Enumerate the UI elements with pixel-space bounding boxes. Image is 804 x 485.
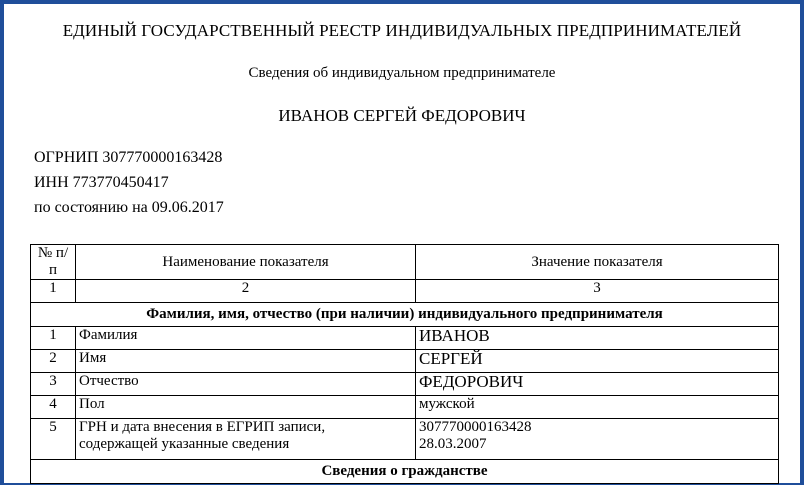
inn-line: ИНН 773770450417 — [34, 174, 169, 191]
column-header-value: Значение показателя — [416, 245, 779, 280]
table-row — [31, 396, 779, 419]
registry-table — [30, 244, 779, 484]
column-number-3: 3 — [416, 280, 779, 303]
indicator-name: Пол — [76, 396, 416, 419]
grn-number: 307770000163428 — [419, 419, 532, 435]
indicator-name — [76, 419, 416, 460]
indicator-value: ИВАНОВ — [416, 327, 779, 350]
registry-title: ЕДИНЫЙ ГОСУДАРСТВЕННЫЙ РЕЕСТР ИНДИВИДУАЛЬНЫХ ПРЕДПРИНИМАТЕЛЕЙ — [62, 21, 742, 40]
table-header-row — [31, 245, 779, 280]
column-number-1: 1 — [31, 280, 76, 303]
document-subtitle: Сведения об индивидуальном предпринимателе — [248, 65, 556, 81]
indicator-value: ФЕДОРОВИЧ — [416, 373, 779, 396]
as-of-date-line: по состоянию на 09.06.2017 — [34, 199, 224, 216]
column-header-number: № п/п — [31, 245, 76, 280]
indicator-name-line: содержащей указанные сведения — [79, 436, 290, 452]
row-number: 4 — [31, 396, 76, 419]
table-row — [31, 350, 779, 373]
indicator-name-line: ГРН и дата внесения в ЕГРИП записи, — [79, 419, 326, 435]
column-number-2: 2 — [76, 280, 416, 303]
row-number: 2 — [31, 350, 76, 373]
section-heading-citizenship: Сведения о гражданстве — [31, 460, 779, 484]
section-row — [31, 460, 779, 484]
row-number: 3 — [31, 373, 76, 396]
ogrnip-line: ОГРНИП 307770000163428 — [34, 149, 223, 166]
section-heading-fio: Фамилия, имя, отчество (при наличии) индивидуального предпринимателя — [31, 303, 779, 327]
section-row — [31, 303, 779, 327]
indicator-name: Фамилия — [76, 327, 416, 350]
indicator-name: Отчество — [76, 373, 416, 396]
row-number: 5 — [31, 419, 76, 460]
indicator-value: СЕРГЕЙ — [416, 350, 779, 373]
indicator-value: мужской — [416, 396, 779, 419]
table-row — [31, 327, 779, 350]
row-number: 1 — [31, 327, 76, 350]
entrepreneur-name: ИВАНОВ СЕРГЕЙ ФЕДОРОВИЧ — [278, 106, 526, 125]
indicator-name: Имя — [76, 350, 416, 373]
indicator-value — [416, 419, 779, 460]
grn-date: 28.03.2007 — [419, 436, 487, 452]
table-row — [31, 419, 779, 460]
table-row — [31, 373, 779, 396]
column-numbering-row — [31, 280, 779, 303]
column-header-indicator: Наименование показателя — [76, 245, 416, 280]
